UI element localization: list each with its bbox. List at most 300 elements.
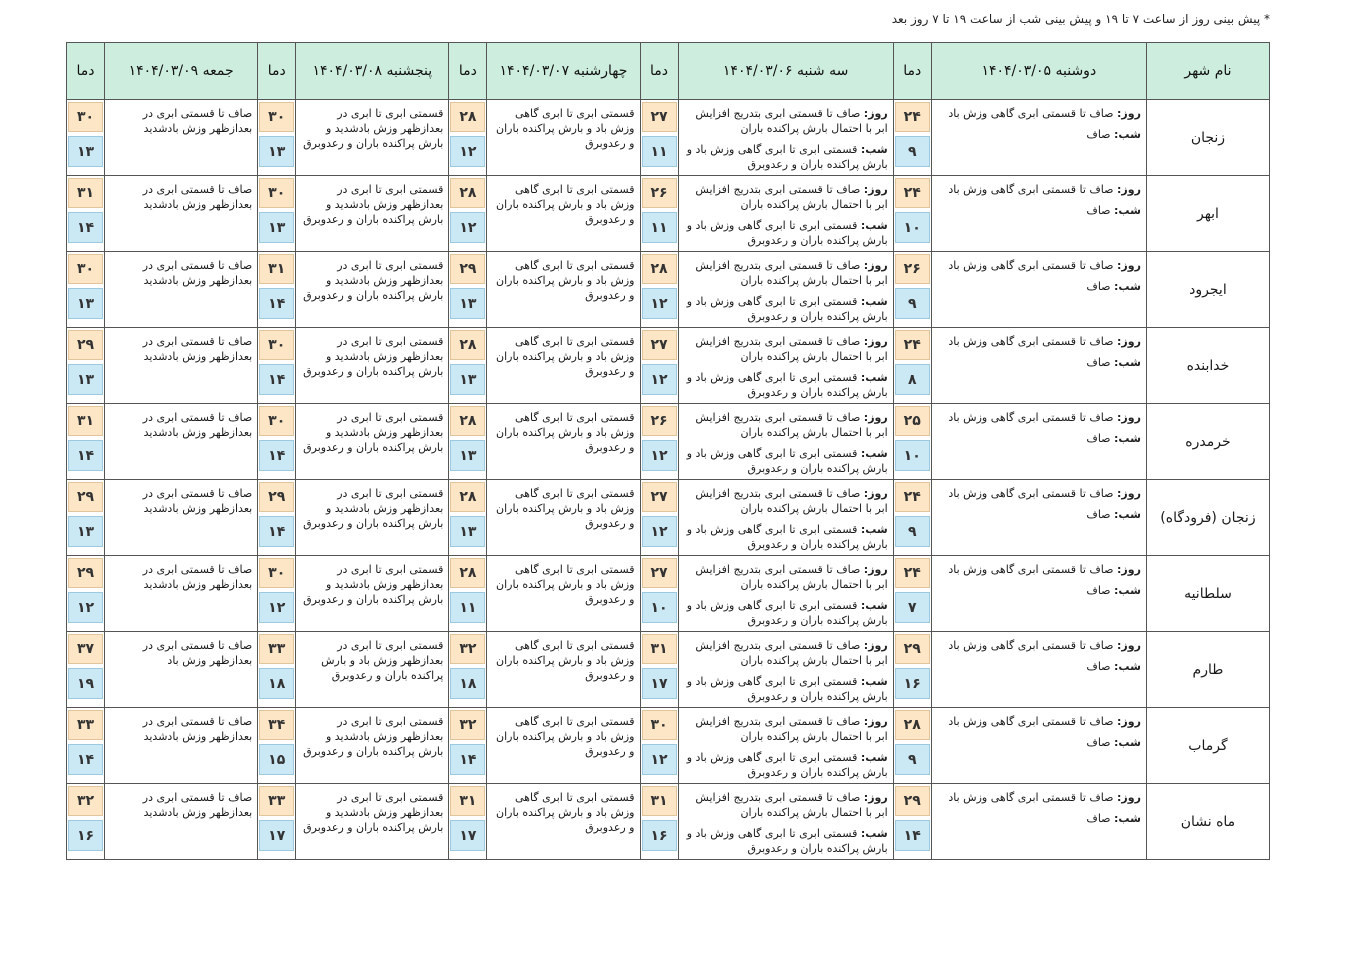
temp-stack [641, 556, 678, 631]
temp-stack [67, 480, 104, 555]
min-temp: ۱۲ [642, 744, 677, 775]
max-temp: ۲۸ [450, 102, 485, 132]
forecast-text: قسمتی ابری تا ابری در بعدازظهر وزش بادشدید و بارش پراکنده باران و رعدوبرق [303, 487, 444, 530]
forecast-d4 [296, 632, 449, 708]
night-forecast [682, 142, 888, 172]
forecast-text: قسمتی ابری تا ابری در بعدازظهر وزش بادشدید و بارش پراکنده باران و رعدوبرق [303, 107, 444, 150]
night-text: صاف [1086, 584, 1111, 597]
min-temp: ۹ [895, 136, 930, 167]
temp-cell [893, 252, 931, 328]
day-text: صاف تا قسمتی ابری بتدریج افزایش ابر با احتمال بارش پراکنده باران [695, 563, 888, 591]
day-label: روز: [863, 411, 888, 424]
min-temp: ۱۴ [68, 212, 103, 243]
max-temp: ۲۸ [450, 482, 485, 512]
max-temp: ۳۱ [68, 406, 103, 436]
night-text: صاف [1086, 508, 1111, 521]
forecast-d1 [931, 708, 1146, 784]
forecast-d1 [931, 328, 1146, 404]
temp-cell [258, 708, 296, 784]
header-temp-4: دما [258, 43, 296, 100]
forecast-d1 [931, 404, 1146, 480]
forecast-text: صاف تا قسمتی ابری در بعدازظهر وزش باد [142, 639, 253, 667]
temp-stack [67, 708, 104, 783]
day-text: صاف تا قسمتی ابری بتدریج افزایش ابر با احتمال بارش پراکنده باران [695, 259, 888, 287]
night-label: شب: [860, 295, 888, 308]
min-temp: ۱۱ [642, 212, 677, 243]
temp-cell [258, 784, 296, 860]
forecast-text: قسمتی ابری تا ابری گاهی وزش باد و بارش پراکنده باران و رعدوبرق [496, 335, 635, 378]
forecast-text: صاف تا قسمتی ابری در بعدازظهر وزش بادشدید [142, 183, 253, 211]
day-forecast [935, 106, 1141, 121]
temp-cell [449, 784, 487, 860]
day-label: روز: [1117, 183, 1141, 196]
temp-stack [894, 480, 931, 555]
temp-stack [641, 708, 678, 783]
max-temp: ۳۰ [259, 102, 294, 132]
min-temp: ۸ [895, 364, 930, 395]
temp-stack [894, 708, 931, 783]
max-temp: ۲۹ [259, 482, 294, 512]
night-forecast [682, 522, 888, 552]
temp-stack [641, 328, 678, 403]
forecast-d1 [931, 252, 1146, 328]
day-text: صاف تا قسمتی ابری گاهی وزش باد [948, 259, 1114, 272]
max-temp: ۲۹ [895, 786, 930, 816]
temp-stack [894, 176, 931, 251]
min-temp: ۱۵ [259, 744, 294, 775]
night-forecast [935, 735, 1141, 750]
min-temp: ۱۳ [259, 212, 294, 243]
city-name: طارم [1146, 632, 1269, 708]
day-forecast [935, 562, 1141, 577]
temp-cell [258, 632, 296, 708]
temp-stack [258, 252, 295, 327]
day-forecast [682, 486, 888, 516]
forecast-table [66, 42, 1270, 860]
forecast-d3 [487, 252, 640, 328]
night-forecast [935, 431, 1141, 446]
city-name: ابهر [1146, 176, 1269, 252]
forecast-d5 [105, 784, 258, 860]
day-text: صاف تا قسمتی ابری گاهی وزش باد [948, 715, 1114, 728]
forecast-d4 [296, 176, 449, 252]
day-forecast [935, 638, 1141, 653]
city-name: سلطانیه [1146, 556, 1269, 632]
temp-stack [641, 176, 678, 251]
forecast-d2 [678, 252, 893, 328]
day-forecast [682, 334, 888, 364]
night-label: شب: [1114, 584, 1141, 597]
max-temp: ۳۴ [259, 710, 294, 740]
temp-stack [67, 176, 104, 251]
night-text: صاف [1086, 812, 1111, 825]
city-name: زنجان (فرودگاه) [1146, 480, 1269, 556]
max-temp: ۲۶ [642, 406, 677, 436]
temp-cell [640, 100, 678, 176]
day-forecast [682, 106, 888, 136]
min-temp: ۱۴ [450, 744, 485, 775]
min-temp: ۱۲ [642, 440, 677, 471]
day-forecast [682, 790, 888, 820]
day-forecast [935, 410, 1141, 425]
day-forecast [935, 714, 1141, 729]
forecast-d1 [931, 100, 1146, 176]
city-name: ماه نشان [1146, 784, 1269, 860]
day-label: روز: [1117, 107, 1141, 120]
table-row [67, 708, 1270, 784]
max-temp: ۲۹ [68, 482, 103, 512]
day-label: روز: [863, 259, 888, 272]
forecast-text: صاف تا قسمتی ابری در بعدازظهر وزش بادشدید [142, 259, 253, 287]
max-temp: ۲۹ [68, 330, 103, 360]
header-temp-2: دما [640, 43, 678, 100]
table-row [67, 784, 1270, 860]
day-text: صاف تا قسمتی ابری گاهی وزش باد [948, 183, 1114, 196]
temp-cell [449, 252, 487, 328]
day-label: روز: [1117, 791, 1141, 804]
temp-stack [67, 404, 104, 479]
temp-stack [449, 176, 486, 251]
temp-stack [894, 632, 931, 707]
temp-stack [67, 100, 104, 175]
night-text: قسمتی ابری تا ابری گاهی وزش باد و بارش پراکنده باران و رعدوبرق [686, 599, 888, 627]
night-text: قسمتی ابری تا ابری گاهی وزش باد و بارش پراکنده باران و رعدوبرق [686, 827, 888, 855]
day-label: روز: [863, 487, 888, 500]
temp-stack [894, 328, 931, 403]
temp-cell [258, 480, 296, 556]
min-temp: ۱۶ [642, 820, 677, 851]
night-forecast [682, 294, 888, 324]
max-temp: ۳۲ [450, 634, 485, 664]
temp-cell [449, 556, 487, 632]
day-forecast [682, 638, 888, 668]
night-label: شب: [860, 371, 888, 384]
forecast-d2 [678, 176, 893, 252]
day-label: روز: [863, 183, 888, 196]
temp-stack [258, 556, 295, 631]
night-text: قسمتی ابری تا ابری گاهی وزش باد و بارش پراکنده باران و رعدوبرق [686, 143, 888, 171]
night-forecast [935, 355, 1141, 370]
forecast-d2 [678, 328, 893, 404]
forecast-text: قسمتی ابری تا ابری در بعدازظهر وزش بادشدید و بارش پراکنده باران و رعدوبرق [303, 563, 444, 606]
forecast-text: صاف تا قسمتی ابری در بعدازظهر وزش بادشدید [142, 335, 253, 363]
day-text: صاف تا قسمتی ابری بتدریج افزایش ابر با احتمال بارش پراکنده باران [695, 487, 888, 515]
forecast-text: صاف تا قسمتی ابری در بعدازظهر وزش بادشدید [142, 563, 253, 591]
night-text: قسمتی ابری تا ابری گاهی وزش باد و بارش پراکنده باران و رعدوبرق [686, 523, 888, 551]
max-temp: ۳۰ [259, 558, 294, 588]
max-temp: ۳۳ [259, 786, 294, 816]
forecast-text: صاف تا قسمتی ابری در بعدازظهر وزش بادشدید [142, 487, 253, 515]
temp-cell [893, 632, 931, 708]
min-temp: ۱۶ [895, 668, 930, 699]
min-temp: ۷ [895, 592, 930, 623]
night-forecast [682, 218, 888, 248]
max-temp: ۲۷ [642, 558, 677, 588]
night-label: شب: [1114, 204, 1141, 217]
min-temp: ۱۴ [68, 440, 103, 471]
header-temp-3: دما [449, 43, 487, 100]
temp-cell [449, 480, 487, 556]
forecast-d2 [678, 100, 893, 176]
header-temp-5: دما [67, 43, 105, 100]
forecast-d3 [487, 784, 640, 860]
forecast-text: قسمتی ابری تا ابری گاهی وزش باد و بارش پراکنده باران و رعدوبرق [496, 259, 635, 302]
min-temp: ۱۲ [259, 592, 294, 623]
forecast-d1 [931, 632, 1146, 708]
table-row [67, 556, 1270, 632]
forecast-d2 [678, 404, 893, 480]
day-label: روز: [1117, 411, 1141, 424]
forecast-d1 [931, 556, 1146, 632]
table-row [67, 176, 1270, 252]
forecast-text: قسمتی ابری تا ابری در بعدازظهر وزش باد و بارش پراکنده باران و رعدوبرق [321, 639, 444, 682]
temp-stack [258, 328, 295, 403]
night-text: قسمتی ابری تا ابری گاهی وزش باد و بارش پراکنده باران و رعدوبرق [686, 447, 888, 475]
forecast-d3 [487, 708, 640, 784]
header-day-2: سه شنبه ۱۴۰۴/۰۳/۰۶ [678, 43, 893, 100]
temp-stack [258, 632, 295, 707]
night-forecast [935, 659, 1141, 674]
night-forecast [935, 203, 1141, 218]
night-text: صاف [1086, 356, 1111, 369]
temp-stack [258, 100, 295, 175]
forecast-d2 [678, 480, 893, 556]
day-forecast [682, 562, 888, 592]
day-text: صاف تا قسمتی ابری بتدریج افزایش ابر با احتمال بارش پراکنده باران [695, 335, 888, 363]
table-row [67, 252, 1270, 328]
temp-stack [67, 328, 104, 403]
min-temp: ۱۲ [642, 516, 677, 547]
city-name: ایجرود [1146, 252, 1269, 328]
max-temp: ۲۷ [642, 330, 677, 360]
forecast-d2 [678, 556, 893, 632]
night-label: شب: [860, 447, 888, 460]
temp-cell [640, 632, 678, 708]
forecast-text: قسمتی ابری تا ابری در بعدازظهر وزش بادشدید و بارش پراکنده باران و رعدوبرق [303, 791, 444, 834]
min-temp: ۱۰ [895, 212, 930, 243]
max-temp: ۲۴ [895, 558, 930, 588]
forecast-d5 [105, 480, 258, 556]
max-temp: ۳۰ [642, 710, 677, 740]
day-forecast [935, 334, 1141, 349]
temp-cell [640, 708, 678, 784]
forecast-text: صاف تا قسمتی ابری در بعدازظهر وزش بادشدید [142, 715, 253, 743]
temp-cell [258, 176, 296, 252]
forecast-d5 [105, 404, 258, 480]
temp-cell [67, 784, 105, 860]
temp-stack [449, 404, 486, 479]
forecast-d5 [105, 100, 258, 176]
min-temp: ۱۳ [450, 288, 485, 319]
night-forecast [682, 674, 888, 704]
night-label: شب: [1114, 812, 1141, 825]
forecast-d2 [678, 708, 893, 784]
night-forecast [935, 583, 1141, 598]
temp-cell [893, 328, 931, 404]
day-text: صاف تا قسمتی ابری گاهی وزش باد [948, 487, 1114, 500]
temp-stack [894, 404, 931, 479]
temp-stack [641, 252, 678, 327]
temp-cell [893, 708, 931, 784]
min-temp: ۱۳ [450, 516, 485, 547]
temp-stack [894, 252, 931, 327]
table-row [67, 328, 1270, 404]
min-temp: ۱۲ [450, 136, 485, 167]
min-temp: ۹ [895, 516, 930, 547]
forecast-d4 [296, 404, 449, 480]
day-text: صاف تا قسمتی ابری گاهی وزش باد [948, 791, 1114, 804]
temp-cell [67, 404, 105, 480]
temp-cell [67, 708, 105, 784]
forecast-text: قسمتی ابری تا ابری گاهی وزش باد و بارش پراکنده باران و رعدوبرق [496, 411, 635, 454]
table-row [67, 100, 1270, 176]
forecast-text: قسمتی ابری تا ابری گاهی وزش باد و بارش پراکنده باران و رعدوبرق [496, 791, 635, 834]
day-label: روز: [863, 107, 888, 120]
min-temp: ۱۶ [68, 820, 103, 851]
temp-stack [894, 556, 931, 631]
day-label: روز: [863, 639, 888, 652]
night-forecast [935, 279, 1141, 294]
min-temp: ۱۰ [895, 440, 930, 471]
forecast-text: صاف تا قسمتی ابری در بعدازظهر وزش بادشدید [142, 107, 253, 135]
day-text: صاف تا قسمتی ابری گاهی وزش باد [948, 335, 1114, 348]
day-forecast [682, 258, 888, 288]
header-city: نام شهر [1146, 43, 1269, 100]
table-row [67, 404, 1270, 480]
temp-cell [893, 100, 931, 176]
forecast-d3 [487, 480, 640, 556]
day-forecast [935, 790, 1141, 805]
max-temp: ۳۳ [259, 634, 294, 664]
max-temp: ۲۴ [895, 178, 930, 208]
temp-cell [893, 480, 931, 556]
temp-stack [449, 556, 486, 631]
max-temp: ۳۱ [642, 634, 677, 664]
forecast-text: قسمتی ابری تا ابری در بعدازظهر وزش بادشدید و بارش پراکنده باران و رعدوبرق [303, 335, 444, 378]
city-name: زنجان [1146, 100, 1269, 176]
min-temp: ۹ [895, 744, 930, 775]
forecast-d3 [487, 328, 640, 404]
temp-stack [641, 784, 678, 859]
temp-cell [67, 252, 105, 328]
min-temp: ۱۴ [895, 820, 930, 851]
temp-cell [67, 480, 105, 556]
table-row [67, 480, 1270, 556]
temp-cell [258, 556, 296, 632]
max-temp: ۳۲ [450, 710, 485, 740]
night-text: صاف [1086, 204, 1111, 217]
night-text: صاف [1086, 660, 1111, 673]
night-label: شب: [860, 523, 888, 536]
temp-cell [893, 784, 931, 860]
temp-cell [893, 176, 931, 252]
header-day-4: پنجشنبه ۱۴۰۴/۰۳/۰۸ [296, 43, 449, 100]
max-temp: ۲۶ [642, 178, 677, 208]
night-text: قسمتی ابری تا ابری گاهی وزش باد و بارش پراکنده باران و رعدوبرق [686, 295, 888, 323]
night-label: شب: [1114, 736, 1141, 749]
forecast-d5 [105, 252, 258, 328]
night-label: شب: [1114, 128, 1141, 141]
forecast-d4 [296, 252, 449, 328]
min-temp: ۱۳ [68, 136, 103, 167]
temp-cell [449, 100, 487, 176]
min-temp: ۱۳ [450, 364, 485, 395]
forecast-text: قسمتی ابری تا ابری گاهی وزش باد و بارش پراکنده باران و رعدوبرق [496, 183, 635, 226]
day-label: روز: [1117, 487, 1141, 500]
min-temp: ۱۳ [450, 440, 485, 471]
forecast-text: قسمتی ابری تا ابری در بعدازظهر وزش بادشدید و بارش پراکنده باران و رعدوبرق [303, 411, 444, 454]
temp-stack [67, 252, 104, 327]
night-forecast [682, 598, 888, 628]
day-label: روز: [863, 335, 888, 348]
max-temp: ۳۳ [68, 710, 103, 740]
city-name: خدابنده [1146, 328, 1269, 404]
temp-cell [258, 404, 296, 480]
night-text: صاف [1086, 280, 1111, 293]
temp-cell [893, 404, 931, 480]
temp-cell [449, 632, 487, 708]
day-label: روز: [1117, 563, 1141, 576]
temp-cell [640, 328, 678, 404]
temp-stack [449, 328, 486, 403]
night-label: شب: [1114, 280, 1141, 293]
max-temp: ۲۹ [895, 634, 930, 664]
temp-stack [258, 784, 295, 859]
min-temp: ۱۴ [259, 440, 294, 471]
day-label: روز: [863, 563, 888, 576]
max-temp: ۳۱ [259, 254, 294, 284]
min-temp: ۱۲ [642, 288, 677, 319]
forecast-text: قسمتی ابری تا ابری گاهی وزش باد و بارش پراکنده باران و رعدوبرق [496, 563, 635, 606]
min-temp: ۱۲ [68, 592, 103, 623]
night-label: شب: [1114, 432, 1141, 445]
min-temp: ۱۹ [68, 668, 103, 699]
night-label: شب: [860, 751, 888, 764]
min-temp: ۱۷ [642, 668, 677, 699]
max-temp: ۲۸ [450, 558, 485, 588]
max-temp: ۲۸ [450, 330, 485, 360]
max-temp: ۳۰ [259, 330, 294, 360]
min-temp: ۱۰ [642, 592, 677, 623]
max-temp: ۲۹ [450, 254, 485, 284]
temp-stack [449, 252, 486, 327]
temp-stack [641, 632, 678, 707]
max-temp: ۳۱ [642, 786, 677, 816]
min-temp: ۱۳ [68, 288, 103, 319]
temp-stack [641, 100, 678, 175]
forecast-d2 [678, 632, 893, 708]
max-temp: ۳۱ [68, 178, 103, 208]
temp-cell [258, 328, 296, 404]
temp-cell [640, 252, 678, 328]
night-text: قسمتی ابری تا ابری گاهی وزش باد و بارش پراکنده باران و رعدوبرق [686, 371, 888, 399]
min-temp: ۱۳ [259, 136, 294, 167]
min-temp: ۱۳ [68, 516, 103, 547]
day-label: روز: [1117, 259, 1141, 272]
temp-cell [640, 176, 678, 252]
night-text: قسمتی ابری تا ابری گاهی وزش باد و بارش پراکنده باران و رعدوبرق [686, 675, 888, 703]
max-temp: ۲۴ [895, 102, 930, 132]
min-temp: ۱۱ [642, 136, 677, 167]
day-text: صاف تا قسمتی ابری بتدریج افزایش ابر با احتمال بارش پراکنده باران [695, 411, 888, 439]
temp-cell [67, 100, 105, 176]
day-label: روز: [863, 791, 888, 804]
temp-stack [449, 632, 486, 707]
night-forecast [935, 811, 1141, 826]
temp-cell [67, 556, 105, 632]
forecast-d4 [296, 100, 449, 176]
min-temp: ۱۲ [450, 212, 485, 243]
